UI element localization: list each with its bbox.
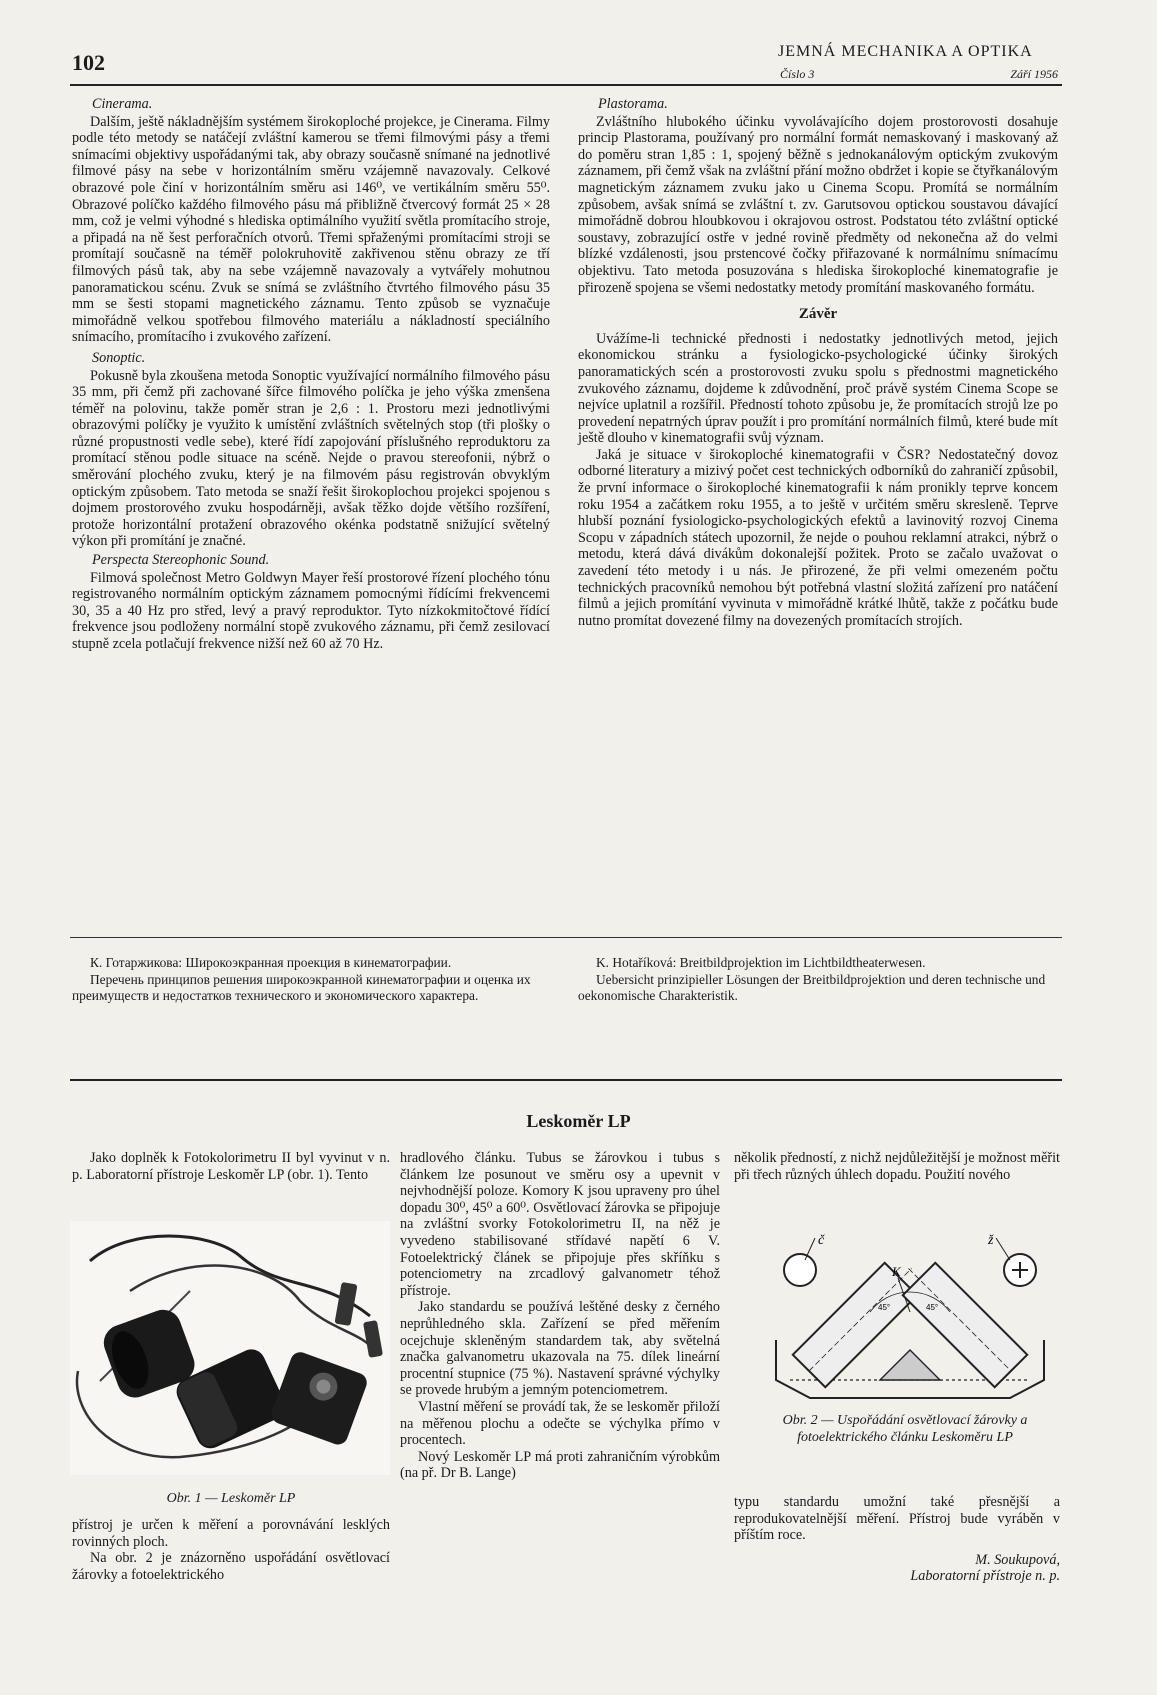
journal-title: JEMNÁ MECHANIKA A OPTIKA <box>778 43 1033 60</box>
summary-german-text: Uebersicht prinzipieller Lösungen der Breitbildprojektion und deren technische und oekonomische Charakteristik. <box>578 972 1046 1003</box>
issue-date: Září 1956 <box>1010 67 1058 81</box>
article-paragraph-continued: několik předností, z nichž nejdůležitější je možnost měřit při třech různých úhlech dopadu. Použití nového <box>734 1150 1060 1183</box>
header-rule <box>70 84 1062 86</box>
article-paragraph-measurement: Vlastní měření se provádí tak, že se leskoměr přiloží na měřenou plochu a odečte se výchylka přímo v procentech. <box>400 1398 720 1449</box>
diagram-angle-left: 45° <box>878 1303 891 1312</box>
paragraph-perspecta: Filmová společnost Metro Goldwyn Mayer řeší prostorové řízení plochého tónu registrovaného normálním optickým záznamem pomocnými řídícími frekvencemi 30, 35 a 40 Hz pro střed, levý a pravý reproduktor. Tyto nízkokmitočtové řídící frekvence jsou podloženy normální stopě zvukového záznamu, při čemž zesilovací stupně zcela potlačují frekvence nižší než 60 až 70 Hz. <box>72 569 550 652</box>
page-number: 102 <box>72 50 105 75</box>
summary-russian-title: К. Готаржикова: Широкоэкранная проекция в кинематографии. <box>90 955 452 970</box>
diagram-angle-right: 45° <box>926 1303 939 1312</box>
article-column-3 <box>734 1150 1060 1183</box>
issue-line <box>780 67 1058 82</box>
lamp-cell-diagram <box>760 1230 1060 1406</box>
article-paragraph-intro: Jako doplněk k Fotokolorimetru II byl vyvinut v n. p. Laboratorní přístroje Leskoměr LP (obr. 1). Tento <box>72 1150 390 1183</box>
article-paragraph-figure-ref: Na obr. 2 je znázorněno uspořádání osvětlovací žárovky a fotoelektrického <box>72 1550 390 1583</box>
diagram-label-lamp: ž <box>988 1233 994 1248</box>
paragraph-zaver-1: Uvážíme-li technické přednosti i nedostatky jednotlivých metod, jejich ekonomickou stránku a fysiologicko-psychologické účinky širokých panoramatických scén a prostorovosti zvuku spolu s přednostmi magnetického zvukového záznamu, dojdeme k zdůvodnění, proč právě systém Cinema Scope se nejvíce uplatnil a rozšířil. Předností tohoto způsobu je, že promítacích strojů lze po provedení nepatrných úprav použít i pro promítání normálních filmů, které bude mít ještě dlouho v kinematografii svůj význam. <box>578 330 1058 447</box>
author-name: M. Soukupová, <box>975 1551 1060 1568</box>
article-paragraph-standard: Jako standardu se používá leštěné desky z černého neprůhledného skla. Zařízení se před měřením ocejchuje skleněným standardem tak, aby světelná značka galvanometru ukazovala na 75. dílek lineární procentní stupnice (75 %). Nastavení správné výchylky se provede hrubým a jemným potenciometrem. <box>400 1299 720 1399</box>
article-paragraph-tubes: hradlového článku. Tubus se žárovkou i tubus s článkem lze posunout ve směru osy a upevnit v nejvhodnější poloze. Komory K jsou upraveny pro úhel dopadu 30⁰, 45⁰ a 60⁰. Osvětlovací žárovka se připojuje na zvláštní svorky Fotokolorimetru II, na něž je vyvedeno stabilisované střídavé napětí 6 V. Fotoelektrický článek se připojuje přes skříňku s potenciometry na zrcadlový galvanometr téhož přístroje. <box>400 1150 720 1299</box>
article-column-1-lower <box>72 1517 390 1583</box>
paragraph-cinerama: Dalším, ještě nákladnějším systémem širokoploché projekce, je Cinerama. Filmy podle této metody se natáčejí zvláštní kamerou se třemi filmovými pásy a třemi snímacími objektivy uspořádanými tak, aby obrazy současně snímané na jednotlivé filmové pásy na sebe v horizontálním směru vzájemně navazovaly. Celkové obrazové pole činí v horizontálním směru asi 146⁰, ve vertikálním směru 55⁰. Obrazové políčko každého filmového pásu má přibližně čtvercový formát 25 × 28 mm, což je velmi výhodné s hlediska optimálního využití světla promítacího stroje, a připadá na ně šest perforačních otvorů. Třemi spřaženými promítacími stroji se promítají současně na téměř polokruhovitě zakřivenou stěnu obrazy ze tří filmových pásů tak, aby na sebe vzájemně navazovaly a vytvářely mohutnou panoramatickou scénu. Zvuk se snímá se zvláštního čtvrtého filmového pásu 35 mm se šesti stopami magnetického záznamu. Tento způsob se vyznačuje mimořádně velkou spotřebou filmového materiálu a nákladností speciálního snímacího, promítacího i zvukového zařízení. <box>72 113 550 346</box>
issue-number: Číslo 3 <box>780 67 815 81</box>
section-heading-perspecta: Perspecta Stereophonic Sound. <box>92 552 270 569</box>
paragraph-sonoptic: Pokusně byla zkoušena metoda Sonoptic využívající normálního filmového pásu 35 mm, při čemž při zachované šířce filmového políčka je jeho výška zmenšena téměř na polovinu, takže poměr stran je 2,6 : 1. Prostoru mezi jednotlivými obrazovými políčky je využito k umístění zvláštních světelných stop (tři plošky o různé propustnosti vedle sebe), které řídí zapojování příslušného reproduktoru za promítací stěnou podle situace na scéně. Nejde o pravou stereofonii, nýbrž o směrování plochého zvuku, který je na filmovém pásu registrován obvyklým optickým způsobem. Tato metoda se snaží řešit širokoplochou projekci spojenou s dojmem prostorového zvuku hospodárněji, avšak těžko dojde většího rozšíření, protože horizontální protažení obrazového okénka podstatně snižující světelný výkon při promítání je značné. <box>72 367 550 550</box>
author-affiliation: Laboratorní přístroje n. p. <box>910 1568 1060 1585</box>
figure-1-caption: Obr. 1 — Leskoměr LP <box>166 1491 296 1506</box>
article-paragraph-advantages: Nový Leskoměr LP má proti zahraničním výrobkům (na př. Dr B. Lange) <box>400 1448 720 1482</box>
article-column-3-lower <box>734 1494 1060 1585</box>
section-heading-plastorama: Plastorama. <box>598 96 668 112</box>
paragraph-zaver-2: Jaká je situace v širokoploché kinematografii v ČSR? Nedostatečný dovoz odborné literatury a mizivý počet cest technických odborníků do zahraničí způsobil, že první informace o širokoploché kinematografii k nám pronikly teprve koncem roku 1954 a začátkem roku 1955, a to ještě v určitém směru skresleně. Teprve hlubší poznání fysiologicko-psychologických efektů a lavinovitý rozvoj Cinema Scopu v západních státech upozornil, že nejde o pouhou reklamní atrakci, nýbrž o metodu, která dává divákům dokonalejší požitek. Proto se začalo uvažovat o zavedení této metody i u nás. Je přirozené, že při velmi omezeném počtu technických pracovníků nemohou být potřebná vlastní složitá zařízení pro natáčení filmů a jejich promítání vyvinuta v mimořádně krátké lhůtě, takže z počátku bude nutno promítat dovezené filmy na dovezených promítacích strojích. <box>578 446 1058 629</box>
figure-2-caption: Obr. 2 — Uspořádání osvětlovací žárovky a fotoelektrického článku Leskoměru LP <box>782 1413 1028 1445</box>
section-heading-cinerama: Cinerama. <box>92 96 153 112</box>
paragraph-plastorama: Zvláštního hlubokého účinku vyvolávajícího dojem prostorovosti dosahuje princip Plastorama, používaný pro normální formát nemaskovaný i maskovaný až do poměru stran 1,85 : 1, spojený běžně s jednokanálovým optickým zvukovým záznamem, při čemž však na zvláštní přání možno obdržet i kopie se čtyřkanálovým magnetickým záznamem zvuku jako u Cinema Scopu. Promítá se normálním způsobem, avšak snímá se zvláštní t. zv. Garutsovou optickou soustavou dávající mimořádně dobrou hloubkovou i okrajovou ostrost. Podstatou této zvláštní optické soustavy, zobrazující ostře v jedné rovině předměty od nekonečna až do velmi blízké vzdálenosti, jsou prstencové čočky přiřazované k normálnímu snímacímu objektivu. Tato metoda posuzována s hlediska širokoploché kinematografie je přirozeně spojena se všemi nedostatky metody promítání maskovaného formátu. <box>578 113 1058 296</box>
article-rule <box>70 1079 1062 1081</box>
summary-german <box>578 955 1058 1005</box>
left-column <box>72 94 550 653</box>
article-paragraph-conclusion: typu standardu umožní také přesnější a reprodukovatelnější měření. Přístroj bude vyráběn v příštím roce. <box>734 1494 1060 1544</box>
article-column-2 <box>400 1150 720 1482</box>
diagram-label-cell: č <box>818 1233 825 1248</box>
diagram-label-chamber: K <box>892 1264 901 1279</box>
summary-russian-text: Перечень принципов решения широкоэкранной кинематографии и оценка их преимуществ и недостатков технического и экономического характера. <box>72 972 531 1003</box>
leskomer-photo <box>70 1221 390 1475</box>
right-column <box>578 94 1058 629</box>
section-heading-zaver: Závěr <box>798 306 838 323</box>
section-heading-sonoptic: Sonoptic. <box>92 349 146 366</box>
article-column-1 <box>72 1150 390 1183</box>
summary-russian <box>72 955 550 1005</box>
article-paragraph-purpose: přístroj je určen k měření a porovnávání lesklých rovinných ploch. <box>72 1517 390 1550</box>
summary-rule <box>70 937 1062 938</box>
summary-german-title: K. Hotaříková: Breitbildprojektion im Lichtbildtheaterwesen. <box>596 955 926 970</box>
article-title: Leskoměr LP <box>526 1111 631 1131</box>
